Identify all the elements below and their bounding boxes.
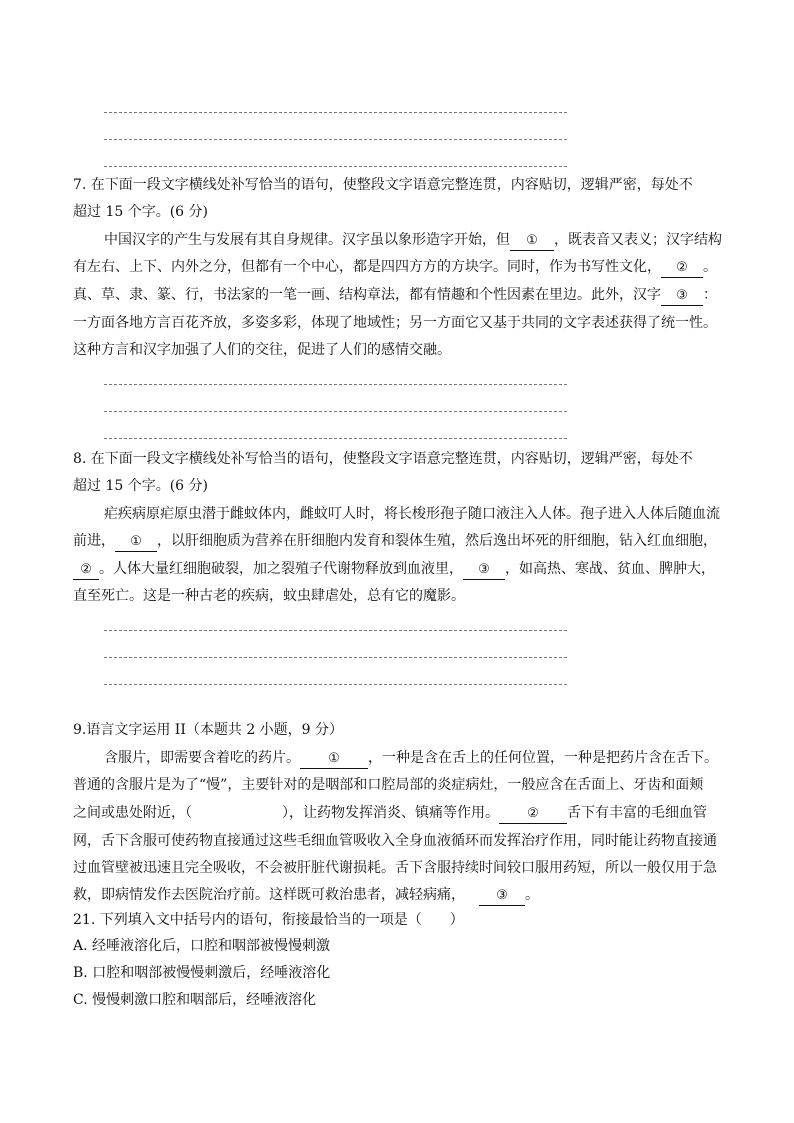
text: ），让药物发挥消炎、镇痛等作用。 [282, 805, 499, 821]
answer-line [104, 684, 567, 685]
blank-2: ② [661, 259, 703, 278]
answer-line [104, 112, 567, 113]
text: 真、草、隶、篆、行，书法家的一笔一画、结构章法，都有情趣和个性因素在里边。此外，汉字 [73, 287, 661, 303]
answer-line [104, 411, 567, 412]
q9-passage-line6 [73, 882, 723, 909]
q7-instruction-line2: 超过 15 个字。(6 分) [73, 204, 208, 220]
answer-line [104, 657, 567, 658]
q7-passage-line5: 这种方言和汉字加强了人们的交往，促进了人们的感情交融。 [73, 342, 451, 358]
text: 。人体大量红细胞破裂，加之裂殖子代谢物释放到血液里， [99, 561, 463, 577]
q21-option-c: C. 慢慢刺激口腔和咽部后，经唾液溶化 [73, 992, 317, 1008]
text: 之间或患处附近，（ [73, 805, 192, 821]
text: 。 [525, 887, 539, 903]
blank-3: ③ [661, 287, 703, 306]
q9-heading: 9.语言文字运用 II（本题共 2 小题，9 分） [73, 722, 344, 738]
q9-passage-line1 [104, 745, 724, 772]
q8-instruction-line2: 超过 15 个字。(6 分) [73, 478, 208, 494]
q8-passage-line3 [73, 556, 723, 583]
q9-passage-line2: 普通的含服片是为了“慢”，主要针对的是咽部和口腔局部的炎症病灶，一般应含在舌面上、牙齿和面颊 [73, 777, 704, 793]
blank-3: ③ [479, 887, 525, 906]
q7-instruction-line1: 7. 在下面一段文字横线处补写恰当的语句，使整段文字语意完整连贯，内容贴切，逻辑严密，每处不 [73, 177, 693, 193]
text: 救，即病情发作去医院治疗前。这样既可救治患者，减轻病痛， [73, 887, 465, 903]
blank-1: ① [300, 750, 368, 769]
answer-line [104, 384, 567, 385]
q21-option-a: A. 经唾液溶化后，口腔和咽部被慢慢刺激 [73, 938, 331, 954]
text: 含服片，即需要含着吃的药片。 [104, 750, 300, 766]
q21-option-b: B. 口腔和咽部被慢慢刺激后，经唾液溶化 [73, 965, 331, 981]
q21-stem: 21. 下列填入文中括号内的语句，衔接最恰当的一项是（ ） [73, 912, 464, 928]
blank-2: ② [499, 805, 567, 824]
q7-passage-line2 [73, 254, 723, 281]
q8-passage-line2 [73, 528, 723, 555]
answer-line [104, 630, 567, 631]
q8-instruction-line1: 8. 在下面一段文字横线处补写恰当的语句，使整段文字语意完整连贯，内容贴切，逻辑严密，每处不 [73, 451, 693, 467]
q7-passage-line1 [104, 227, 724, 254]
text: 舌下有丰富的毛细血管 [567, 805, 707, 821]
q8-passage-line1: 疟疾病原疟原虫潜于雌蚊体内，雌蚊叮人时，将长梭形孢子随口液注入人体。孢子进入人体后随血流 [104, 506, 720, 522]
blank-1: ① [115, 533, 157, 552]
blank-1: ① [510, 232, 554, 251]
answer-line [104, 139, 567, 140]
q9-passage-line5: 过血管壁被迅速且完全吸收，不会被肝脏代谢损耗。舌下含服持续时间较口服用药短，所以一般仅用于急 [73, 860, 717, 876]
text: 前进， [73, 533, 115, 549]
text: 有左右、上下、内外之分，但都有一个中心，都是四四方方的方块字。同时，作为书写性文化， [73, 259, 661, 275]
q8-passage-line4: 直至死亡。这是一种古老的疾病，蚊虫肆虐处，总有它的魔影。 [73, 588, 465, 604]
text: 中国汉字的产生与发展有其自身规律。汉字虽以象形造字开始，但 [104, 232, 510, 248]
text: ： [703, 287, 717, 303]
text: ，一种是含在舌上的任何位置，一种是把药片含在舌下。 [368, 750, 718, 766]
answer-line [104, 438, 567, 439]
answer-line [104, 166, 567, 167]
text: 。 [703, 259, 717, 275]
q7-passage-line3 [73, 282, 723, 309]
q9-passage-line4: 网，舌下含服可使药物直接通过这些毛细血管吸收入全身血液循环而发挥治疗作用，同时能让药物直接通 [73, 833, 717, 849]
blank-3: ③ [463, 561, 505, 580]
q7-passage-line4: 一方面各地方言百花齐放，多姿多彩，体现了地域性；另一方面它又基于共同的文字表述获得了统一性。 [73, 315, 717, 331]
text: ，如高热、寒战、贫血、脾肿大， [505, 561, 715, 577]
blank-2: ② [73, 561, 99, 580]
text: ，既表音又表义；汉字结构 [554, 232, 722, 248]
q9-passage-line3 [73, 800, 723, 827]
text: ，以肝细胞质为营养在肝细胞内发育和裂体生殖，然后逸出坏死的肝细胞，钻入红血细胞， [157, 533, 717, 549]
